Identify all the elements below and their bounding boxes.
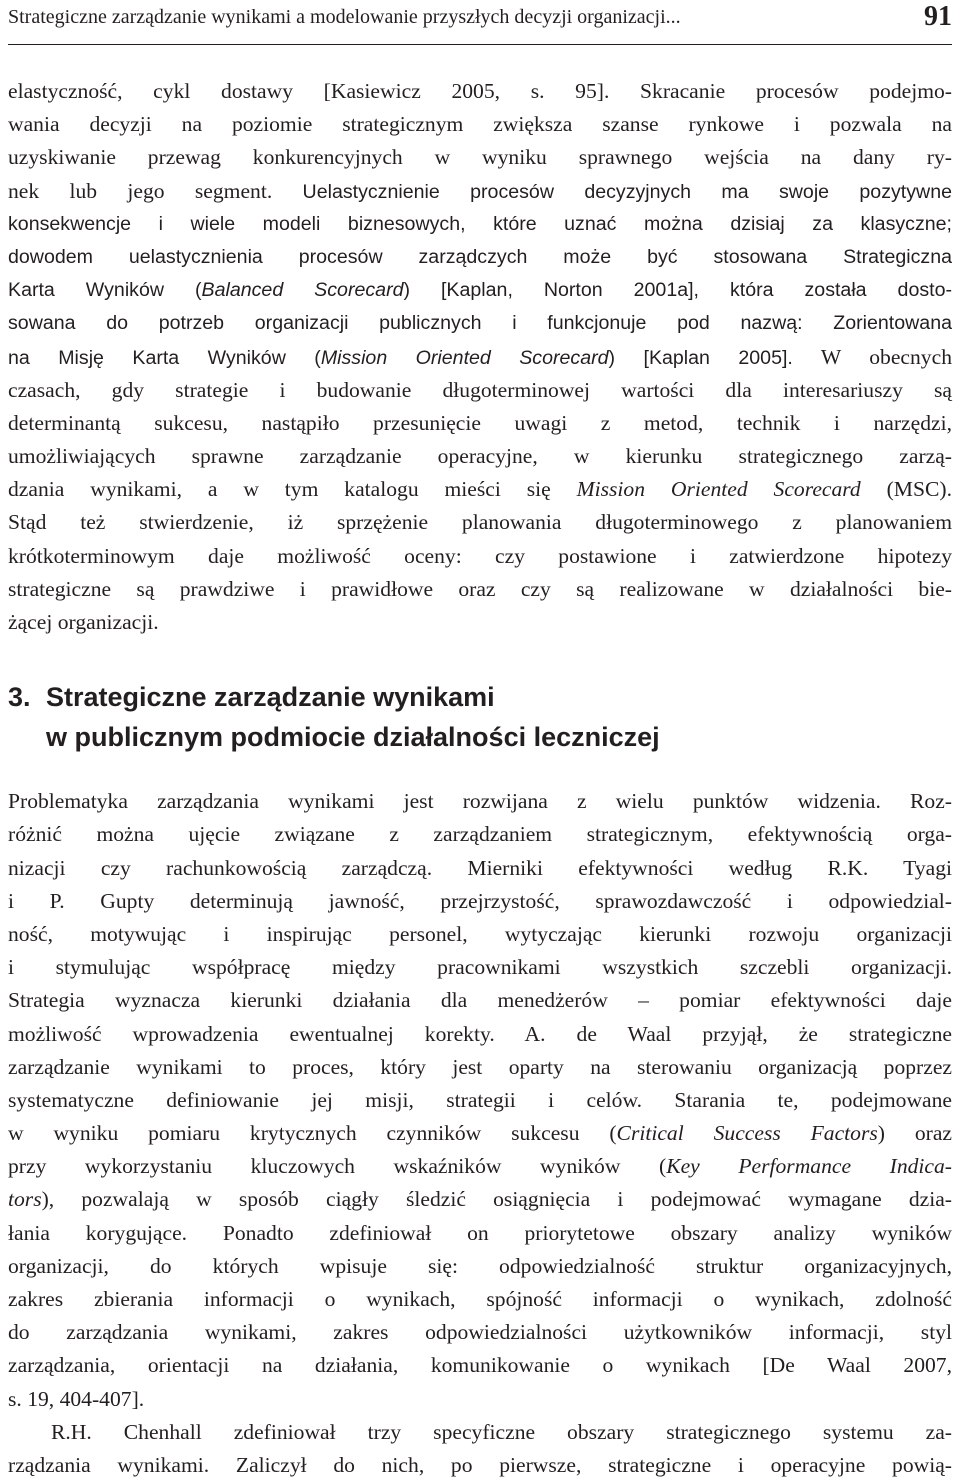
italic-term: tors <box>8 1187 42 1212</box>
text-line <box>8 274 952 307</box>
paragraph-2 <box>8 785 952 1416</box>
italic-term: Balanced Scorecard <box>201 279 404 302</box>
text-line <box>8 175 952 208</box>
text-line <box>8 473 952 506</box>
text-span: ), pozwalają w sposób ciągły śledzić osiągnięcia i podejmować wymagane dzia- <box>41 1187 952 1212</box>
text-line: łania korygujące. Ponadto zdefiniował on priorytetowe obszary analizy wyników <box>8 1220 952 1245</box>
italic-term: Mission Oriented Scorecard <box>320 346 609 369</box>
text-line: zarządzanie wynikami to proces, który jest oparty na sterowaniu organizacją poprzez <box>8 1054 952 1079</box>
text-line: strategiczne są prawdziwe i prawidłowe oraz czy są realizowane w działalności bie- <box>8 576 952 601</box>
text-line: i P. Gupty determinują jawność, przejrzystość, sprawozdawczość i odpowiedzial- <box>8 888 952 913</box>
heading-number: 3. <box>8 682 31 713</box>
text-line: systematyczne definiowanie jej misji, strategii i celów. Starania te, podejmowane <box>8 1087 952 1112</box>
text-line <box>8 341 952 374</box>
text-span: na Misję Karta Wyników ( <box>8 346 321 369</box>
text-span: ) oraz <box>877 1121 953 1146</box>
text-line: dowodem uelastycznienia procesów zarządczych może być stosowana Strategiczna <box>8 245 952 268</box>
text-line: nizacji czy rachunkowością zarządczą. Mierniki efektywności według R.K. Tyagi <box>8 855 952 880</box>
text-line: konsekwencje i wiele modeli biznesowych, które uznać można dzisiaj za klasyczne; <box>8 212 952 235</box>
text-line <box>8 1117 952 1150</box>
document-page <box>8 0 952 1482</box>
text-line: rządzania wynikami. Zaliczył do nich, po pierwsze, strategiczne i operacyjne powią- <box>8 1452 952 1477</box>
text-line: zakres zbierania informacji o wynikach, spójność informacji o wynikach, zdolność <box>8 1287 952 1311</box>
text-line: różnić można ujęcie związane z zarządzaniem strategicznym, efektywnością orga- <box>8 822 952 847</box>
text-span: dzania wynikami, a w tym katalogu mieści się <box>8 477 551 502</box>
text-span: w wyniku pomiaru krytycznych czynników sukcesu ( <box>8 1121 617 1146</box>
text-span: W obecnych <box>820 344 952 369</box>
text-line: sowana do potrzeb organizacji publicznych i funkcjonuje pod nazwą: Zorientowana <box>8 312 952 335</box>
paragraph-3 <box>8 1416 952 1482</box>
text-line: s. 19, 404-407]. <box>8 1386 145 1411</box>
text-line: żącej organizacji. <box>8 610 159 634</box>
italic-term: Critical Success Factors <box>616 1121 878 1146</box>
text-line: do zarządzania wynikami, zakres odpowiedzialności użytkowników informacji, styl <box>8 1320 952 1345</box>
text-line: R.H. Chenhall zdefiniował trzy specyficzne obszary strategicznego systemu za- <box>51 1419 952 1444</box>
text-line <box>8 1150 952 1183</box>
text-line: uzyskiwanie przewag konkurencyjnych w wyniku sprawnego wejścia na dany ry- <box>8 145 952 170</box>
text-line: możliwość wprowadzenia ewentualnej korekty. A. de Waal przyjął, że strategiczne <box>8 1021 952 1046</box>
text-span: ) [Kaplan 2005]. <box>608 346 793 369</box>
text-line: Stąd też stwierdzenie, iż sprzężenie planowania długoterminowego z planowaniem <box>8 510 952 535</box>
section-heading <box>8 677 952 757</box>
text-line: krótkoterminowym daje możliwość oceny: czy postawione i zatwierdzone hipotezy <box>8 543 952 568</box>
italic-term: Key Performance Indica- <box>666 1154 952 1179</box>
text-line: i stymulując współpracę między pracownikami wszystkich szczebli organizacji. <box>8 955 952 980</box>
text-line: zarządzania, orientacji na działania, komunikowanie o wynikach [De Waal 2007, <box>8 1353 952 1378</box>
text-line: organizacji, do których wpisuje się: odpowiedzialność struktur organizacyjnych, <box>8 1253 952 1278</box>
text-span: Uelastycznienie procesów decyzyjnych ma swoje pozytywne <box>302 180 952 203</box>
text-line: umożliwiających sprawne zarządzanie operacyjne, w kierunku strategicznego zarzą- <box>8 444 952 469</box>
text-span: ) [Kaplan, Norton 2001a], która została dosto- <box>403 279 953 302</box>
text-span: Karta Wyników ( <box>8 279 202 302</box>
text-span: nek lub jego segment. <box>8 178 273 203</box>
heading-line: w publicznym podmiocie działalności leczniczej <box>46 722 660 753</box>
text-line: elastyczność, cykl dostawy [Kasiewicz 2005, s. 95]. Skracanie procesów podejmo- <box>8 79 952 103</box>
italic-term: Mission Oriented Scorecard <box>576 477 861 502</box>
text-line: Problematyka zarządzania wynikami jest rozwijana z wielu punktów widzenia. Roz- <box>8 789 952 814</box>
text-span: przy wykorzystaniu kluczowych wskaźników wyników ( <box>8 1154 667 1179</box>
page-number: 91 <box>924 1 952 32</box>
text-line: ność, motywując i inspirując personel, wytyczając kierunki rozwoju organizacji <box>8 921 952 946</box>
text-line: wania decyzji na poziomie strategicznym zwiększa szanse rynkowe i pozwala na <box>8 112 952 137</box>
running-head <box>8 0 952 45</box>
text-line: czasach, gdy strategie i budowanie długoterminowej wartości dla interesariuszy są <box>8 377 952 402</box>
heading-text: Strategiczne zarządzanie wynikami <box>46 682 495 713</box>
heading-line <box>8 677 952 717</box>
text-line: determinantą sukcesu, nastąpiło przesunięcie uwagi z metod, technik i narzędzi, <box>8 410 952 435</box>
text-span: (MSC). <box>886 477 952 502</box>
running-head-title: Strategiczne zarządzanie wynikami a modelowanie przyszłych decyzji organizacji... <box>8 6 681 28</box>
paragraph-1 <box>8 75 952 639</box>
text-line <box>8 1183 952 1216</box>
text-line: Strategia wyznacza kierunki działania dla menedżerów – pomiar efektywności daje <box>8 988 952 1013</box>
